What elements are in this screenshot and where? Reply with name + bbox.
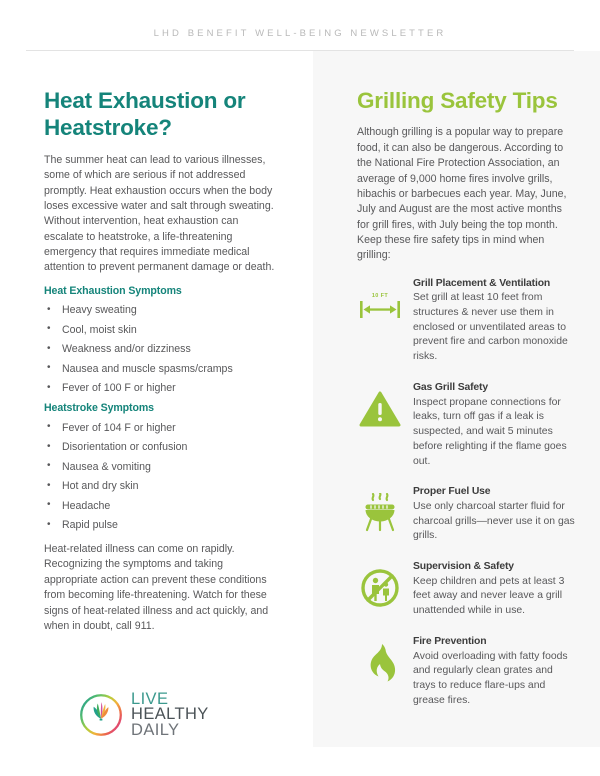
tip-body — [413, 484, 576, 544]
distance-arrow-icon — [357, 282, 403, 328]
grilling-tips-list — [357, 276, 576, 709]
heatstroke-symptom-list — [44, 418, 279, 535]
tip-title: Proper Fuel Use — [413, 486, 491, 498]
list-item: • Heavy sweating — [44, 301, 279, 320]
grilling-safety-title: Grilling Safety Tips — [357, 88, 558, 113]
left-column — [0, 51, 313, 747]
masthead — [0, 0, 600, 51]
svg-text:10 FT: 10 FT — [371, 292, 389, 299]
tip-body — [413, 380, 576, 469]
list-item: • Weakness and/or dizziness — [44, 340, 279, 359]
logo-line-live: LIVE — [131, 690, 169, 709]
flame-icon — [357, 640, 403, 686]
heat-exhaustion-symptoms-heading: Heat Exhaustion Symptoms — [44, 284, 182, 297]
tip-body — [413, 634, 576, 709]
tip-title: Fire Prevention — [413, 635, 487, 647]
newsletter-title: LHD BENEFIT WELL-BEING NEWSLETTER — [153, 28, 447, 39]
tip-text: Use only charcoal starter fluid for charcoal grills—never use it on gas grills. — [413, 500, 575, 542]
tip-title: Supervision & Safety — [413, 561, 514, 573]
list-item — [357, 559, 576, 619]
list-item: • Nausea and muscle spasms/cramps — [44, 359, 279, 378]
tip-title: Grill Placement & Ventilation — [413, 277, 551, 289]
list-item: • Nausea & vomiting — [44, 457, 279, 476]
grill-icon — [357, 490, 403, 536]
tip-text: Avoid overloading with fatty foods and regularly clean grates and trays to reduce flare-ups and grease fires. — [413, 650, 568, 706]
grilling-safety-intro: Although grilling is a popular way to prepare food, it can also be dangerous. According to the National Fire Protection Association, an average of 9,000 home fires involve grills, hibachis or barbecues each year. May, June, July and August are the most active months for grill fires, with July being the top month. Keep these fire safety tips in mind when grilling: — [357, 126, 567, 262]
tip-title: Gas Grill Safety — [413, 382, 488, 394]
list-item — [357, 634, 576, 709]
heat-exhaustion-title: Heat Exhaustion or Heatstroke? — [44, 88, 246, 141]
heat-exhaustion-intro: The summer heat can lead to various illnesses, some of which are serious if not addressed promptly. Heat exhaustion occurs when the body loses excessive water and salt through sweating. Without intervention, heat exhaustion can escalate to heatstroke, a life-threatening emergency that requires immediate medical attention to prevent permanent damage or death. — [44, 153, 275, 274]
list-item — [357, 276, 576, 365]
right-column — [313, 51, 600, 747]
logo-line-daily: DAILY — [131, 720, 180, 739]
list-item — [357, 380, 576, 469]
tip-text: Keep children and pets at least 3 feet away and never leave a grill unattended while in use. — [413, 575, 565, 617]
logo-line-healthy: HEALTHY — [131, 705, 209, 724]
list-item: • Cool, moist skin — [44, 320, 279, 339]
heatstroke-symptoms-heading: Heatstroke Symptoms — [44, 402, 154, 415]
list-item: • Disorientation or confusion — [44, 438, 279, 457]
logo — [78, 692, 209, 738]
content-columns — [0, 51, 600, 747]
tip-body — [413, 559, 576, 619]
tip-text: Inspect propane connections for leaks, turn off gas if a leak is suspected, and wait 5 minutes before relighting if the flame goes out. — [413, 396, 567, 467]
tip-body — [413, 276, 576, 365]
list-item: • Hot and dry skin — [44, 477, 279, 496]
no-children-pets-icon — [357, 565, 403, 611]
list-item: • Headache — [44, 496, 279, 515]
warning-triangle-icon — [357, 386, 403, 432]
heat-exhaustion-symptom-list — [44, 301, 279, 398]
live-healthy-daily-mark — [78, 692, 124, 738]
tip-text: Set grill at least 10 feet from structures & never use them in enclosed or unventilated areas to prevent fire and carbon monoxide risks. — [413, 292, 568, 363]
list-item: • Rapid pulse — [44, 516, 279, 535]
list-item: • Fever of 100 F or higher — [44, 379, 279, 398]
heat-illness-closing: Heat-related illness can come on rapidly. Recognizing the symptoms and taking appropriate action can prevent these conditions from becoming life-threatening. Watch for these signs of heat-related illness and act quickly, and when in doubt, call 911. — [44, 543, 269, 632]
list-item — [357, 484, 576, 544]
list-item: • Fever of 104 F or higher — [44, 418, 279, 437]
logo-wordmark — [131, 692, 209, 738]
